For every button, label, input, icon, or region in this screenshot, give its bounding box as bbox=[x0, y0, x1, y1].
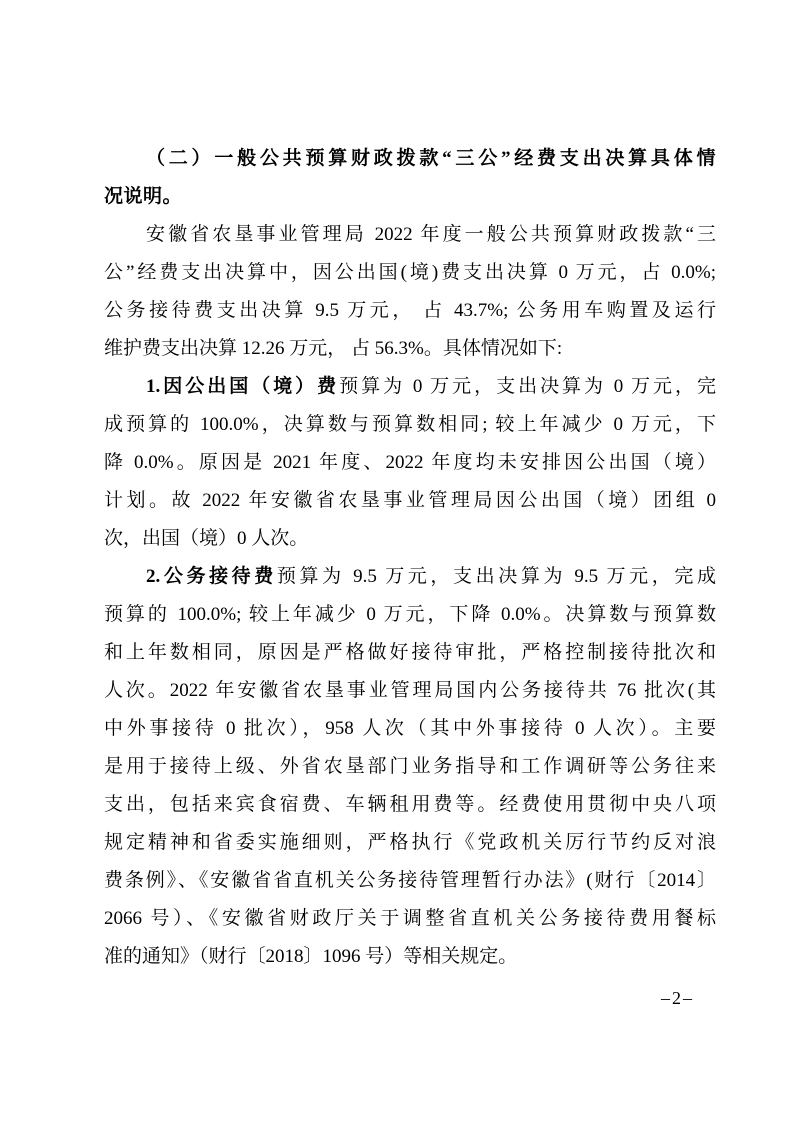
text-line: 准的通知》（财行〔2018〕1096 号）等相关规定。 bbox=[104, 946, 518, 967]
item1-label: 1.因公出国（境）费 bbox=[146, 376, 340, 397]
document-body bbox=[104, 140, 716, 976]
text-line: 维护费支出决算 12.26 万元， 占 56.3%。具体情况如下: bbox=[104, 338, 563, 359]
text-line: 况说明。 bbox=[104, 186, 183, 207]
paragraph-intro bbox=[104, 216, 716, 368]
item2-first-line-rest: 预算为 9.5 万元，支出决算为 9.5 万元，完成 bbox=[276, 566, 716, 587]
text-line: 规定精神和省委实施细则，严格执行《党政机关厉行节约反对浪 bbox=[104, 832, 716, 853]
text-line: 费条例》、《安徽省省直机关公务接待管理暂行办法》(财行〔2014〕 bbox=[104, 870, 716, 891]
paragraph-item1 bbox=[104, 368, 716, 558]
text-line bbox=[104, 368, 716, 406]
text-line: 支出，包括来宾食宿费、车辆租用费等。经费使用贯彻中央八项 bbox=[104, 794, 716, 815]
item1-first-line-rest: 预算为 0 万元，支出决算为 0 万元，完 bbox=[339, 376, 716, 397]
text-line: 成预算的 100.0%，决算数与预算数相同; 较上年减少 0 万元，下 bbox=[104, 414, 716, 435]
text-line: 公”经费支出决算中，因公出国(境)费支出决算 0 万元，占 0.0%; bbox=[104, 262, 716, 283]
paragraph-item2 bbox=[104, 558, 716, 976]
text-line bbox=[104, 558, 716, 596]
text-line: 公务接待费支出决算 9.5 万元， 占 43.7%; 公务用车购置及运行 bbox=[104, 300, 716, 321]
text-line: 安徽省农垦事业管理局 2022 年度一般公共预算财政拨款“三 bbox=[146, 224, 716, 245]
item2-label: 2.公务接待费 bbox=[146, 566, 277, 587]
text-line: （二）一般公共预算财政拨款“三公”经费支出决算具体情 bbox=[146, 148, 716, 169]
section-heading bbox=[104, 140, 716, 216]
text-line: 是用于接待上级、外省农垦部门业务指导和工作调研等公务往来 bbox=[104, 756, 716, 777]
text-line: 和上年数相同，原因是严格做好接待审批，严格控制接待批次和 bbox=[104, 642, 716, 663]
text-line: 人次。2022 年安徽省农垦事业管理局国内公务接待共 76 批次(其 bbox=[104, 680, 716, 701]
text-line: 中外事接待 0 批次），958 人次（其中外事接待 0 人次）。主要 bbox=[104, 718, 716, 739]
text-line: 预算的 100.0%; 较上年减少 0 万元，下降 0.0%。决算数与预算数 bbox=[104, 604, 716, 625]
text-line: 降 0.0%。原因是 2021 年度、2022 年度均未安排因公出国（境） bbox=[104, 452, 716, 473]
text-line: 次，出国（境）0 人次。 bbox=[104, 528, 309, 549]
text-line: 计划。故 2022 年安徽省农垦事业管理局因公出国（境）团组 0 bbox=[104, 490, 716, 511]
text-line: 2066 号）、《安徽省财政厅关于调整省直机关公务接待费用餐标 bbox=[104, 908, 716, 929]
page-number: –2– bbox=[661, 988, 694, 1008]
